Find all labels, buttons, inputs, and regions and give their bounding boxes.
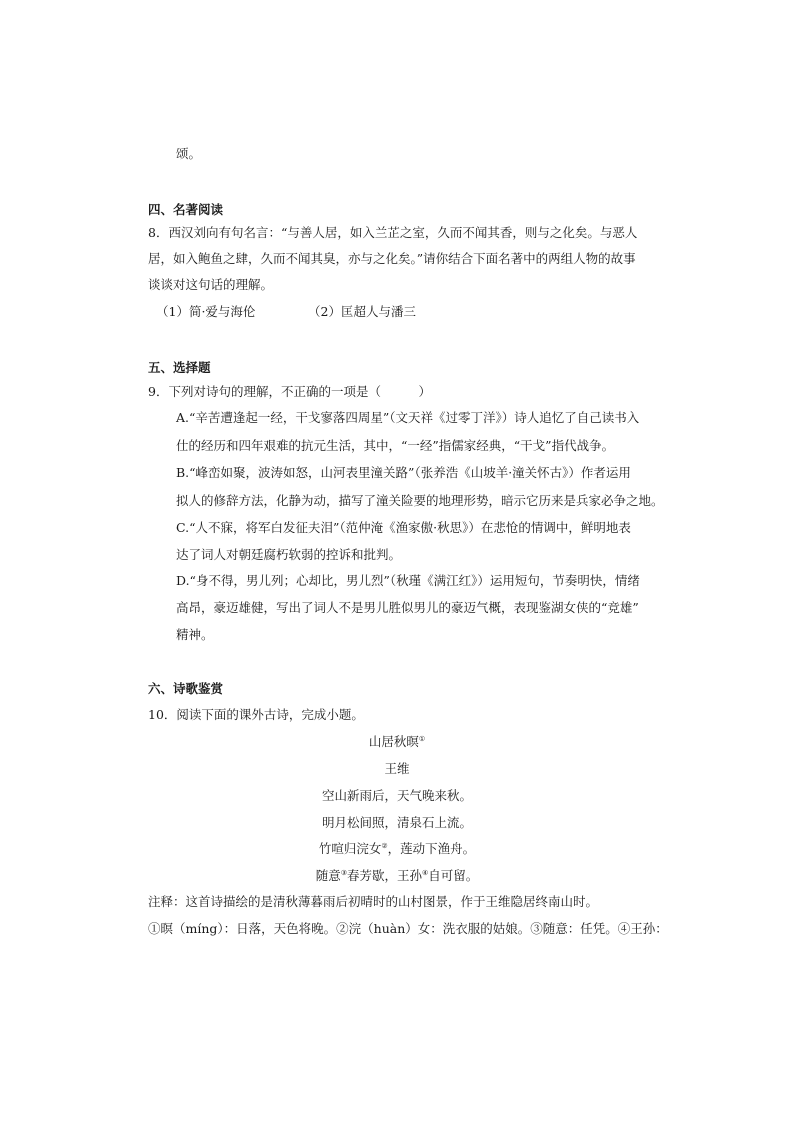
poem-line-3-footnote-mark: ②: [381, 841, 388, 850]
question-8-option-1: （1）简·爱与海伦: [156, 304, 256, 319]
poem-title-text: 山居秋暝: [368, 734, 419, 749]
question-9-option-d-line-3: 精神。: [176, 627, 214, 642]
poem-author: 王维: [384, 761, 410, 776]
poem-line-3-part-1: 竹喧归浣女: [318, 841, 382, 856]
question-9-option-d-line-1: D.“身不得，男儿列；心却比，男儿烈”（秋瑾《满江红》）运用短句，节奏明快，情绪: [176, 573, 640, 588]
poem-line-3: [0, 840, 794, 858]
poem-annotation: 注释：这首诗描绘的是清秋薄暮雨后初晴时的山村图景，作于王维隐居终南山时。: [148, 894, 599, 909]
section-5-heading: 五、选择题: [148, 360, 211, 375]
question-9-option-d-line-2: 高昂，豪迈雄健，写出了词人不是男儿胜似男儿的豪迈气概，表现鉴湖女侠的“竞雄”: [176, 600, 639, 615]
question-10-stem: 10．阅读下面的课外古诗，完成小题。: [148, 707, 364, 722]
poem-line-4: [0, 867, 794, 885]
question-8-line-1: 8．西汉刘向有句名言：“与善人居，如入兰芷之室，久而不闻其香，则与之化矣。与恶人: [148, 225, 638, 240]
question-9-option-c-line-1: C.“人不寐，将军白发征夫泪”（范仲淹《渔家傲·秋思》）在悲怆的情调中，鲜明地表: [176, 520, 631, 535]
continuation-text: 颂。: [176, 146, 202, 161]
question-8-option-2: （2）匡超人与潘三: [308, 304, 416, 319]
question-9-stem: 9．下列对诗句的理解，不正确的一项是（ ）: [148, 384, 431, 399]
question-9-option-b-line-1: B.“峰峦如聚，波涛如怒，山河表里潼关路”（张养浩《山坡羊·潼关怀古》）作者运用: [176, 465, 631, 480]
poem-line-1: 空山新雨后，天气晚来秋。: [321, 788, 472, 803]
poem-line-4-part-2: 春芳歇，王孙: [346, 868, 422, 883]
section-4-heading: 四、名著阅读: [148, 202, 224, 217]
question-9-option-b-line-2: 拟人的修辞方法，化静为动，描写了潼关险要的地理形势，暗示它历来是兵家必争之地。: [176, 493, 664, 508]
question-9-option-a-line-1: A.“辛苦遭逢起一经，干戈寥落四周星”（文天祥《过零丁洋》）诗人追忆了自己读书入: [176, 410, 640, 425]
poem-line-4-part-3: 自可留。: [428, 868, 479, 883]
section-6-heading: 六、诗歌鉴赏: [148, 681, 224, 696]
poem-footnotes: ①暝（míng）：日落，天色将晚。②浣（huàn）女：洗衣服的姑娘。③随意：任凭。④王孙：: [148, 921, 668, 936]
poem-line-2: 明月松间照，清泉石上流。: [321, 815, 472, 830]
poem-title-footnote-mark: ①: [418, 734, 426, 743]
poem-line-4-footnote-mark-2: ④: [422, 868, 429, 877]
poem-line-4-footnote-mark-1: ③: [340, 868, 347, 877]
question-9-option-c-line-2: 达了词人对朝廷腐朽软弱的控诉和批判。: [176, 547, 402, 562]
question-8-line-3: 谈谈对这句话的理解。: [148, 277, 274, 292]
poem-title: [0, 733, 794, 751]
poem-line-4-part-1: 随意: [315, 868, 341, 883]
question-9-option-a-line-2: 仕的经历和四年艰难的抗元生活，其中，“一经”指儒家经典，“干戈”指代战争。: [176, 438, 615, 453]
poem-line-3-part-2: ，莲动下渔舟。: [387, 841, 476, 856]
question-8-line-2: 居，如入鲍鱼之肆，久而不闻其臭，亦与之化矣。”请你结合下面名著中的两组人物的故事: [148, 251, 636, 266]
